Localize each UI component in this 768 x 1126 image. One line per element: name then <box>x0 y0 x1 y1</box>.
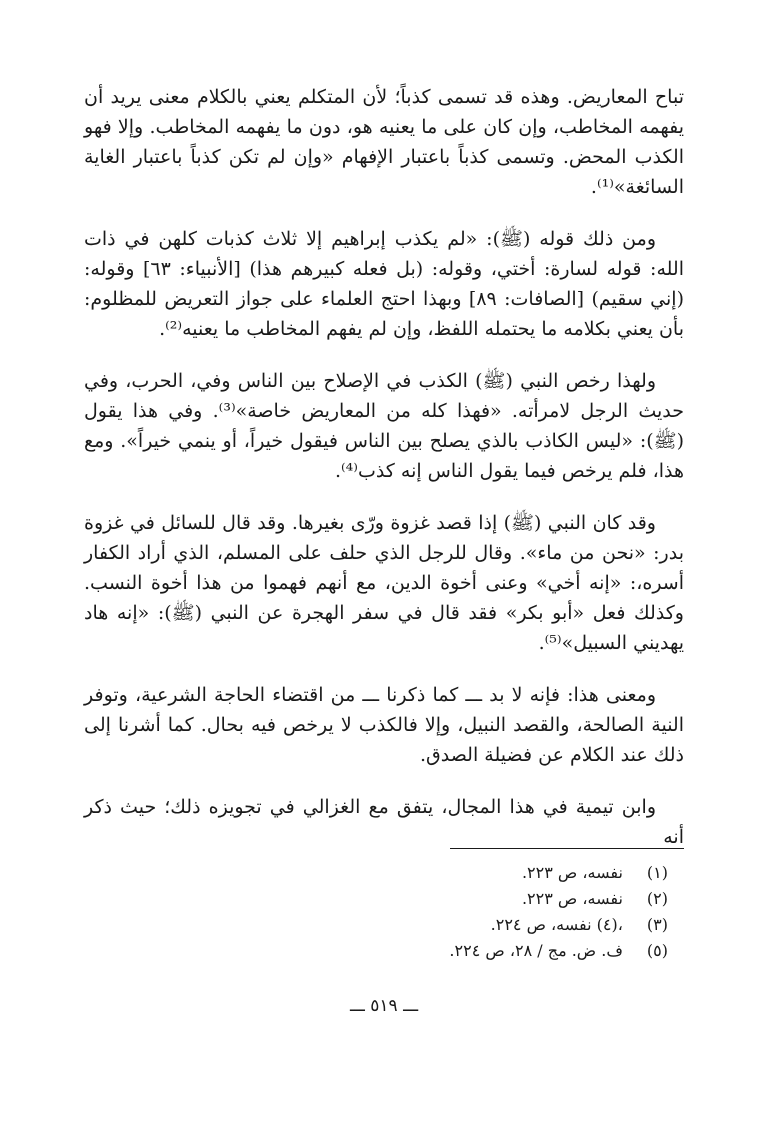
paragraph: ومن ذلك قوله (ﷺ): «لم يكذب إبراهيم إلا ثلاث كذبات كلهن في ذات الله: قوله لسارة: أختي، وقوله: (بل فعله كبيرهم هذا) [الأنبياء: ٦٣] وقوله: (إني سقيم) [الصافات: ٨٩] وبهذا احتج العلماء على جواز التعريض للمظلوم: بأن يعني بكلامه ما يحتمله اللفظ، وإن لم يفهم المخاطب ما يعنيه⁽²⁾. <box>84 228 684 340</box>
footnote-text: نفسه، ص ٢٢٣. <box>521 889 623 908</box>
paragraph: ومعنى هذا: فإنه لا بد ـــ كما ذكرنا ـــ من اقتضاء الحاجة الشرعية، وتوفر النية الصالحة، والقصد النبيل، وإلا فالكذب لا يرخص فيه بحال. كما أشرنا إلى ذلك عند الكلام عن فضيلة الصدق. <box>84 684 684 766</box>
main-text <box>84 82 684 852</box>
footnote <box>248 860 668 886</box>
footnote <box>248 938 668 964</box>
footnote-text: ف. ض. مج / ٢٨، ص ٢٢٤. <box>449 941 623 960</box>
footnote <box>248 886 668 912</box>
footnote-text: ،(٤) نفسه، ص ٢٢٤. <box>490 915 623 934</box>
paragraph: ولهذا رخص النبي (ﷺ) الكذب في الإصلاح بين الناس وفي، الحرب، وفي حديث الرجل لامرأته. «فهذا كله من المعاريض خاصة»⁽³⁾. وفي هذا يقول (ﷺ): «ليس الكاذب بالذي يصلح بين الناس فيقول خيراً، أو ينمي خيراً». ومع هذا، فلم يرخص فيما يقول الناس إنه كذب⁽⁴⁾. <box>84 370 685 482</box>
footnote-number: (٣) <box>646 915 668 934</box>
footnotes <box>248 860 668 964</box>
footnote-number: (١) <box>646 863 668 882</box>
paragraph: وقد كان النبي (ﷺ) إذا قصد غزوة ورّى بغيرها. وقد قال للسائل في غزوة بدر: «نحن من ماء». وقال للرجل الذي حلف على المسلم، الذي أراد الكفار أسره،: «إنه أخي» وعنى أخوة الدين، مع أنهم فهموا من هذا أخوة النسب. وكذلك فعل «أبو بكر» فقد قال في سفر الهجرة عن النبي (ﷺ): «إنه هاد يهديني السبيل»⁽⁵⁾. <box>84 512 684 654</box>
paragraph: وابن تيمية في هذا المجال، يتفق مع الغزالي في تجويزه ذلك؛ حيث ذكر أنه <box>84 796 684 848</box>
paragraph: تباح المعاريض. وهذه قد تسمى كذباً؛ لأن المتكلم يعني بالكلام معنى يريد أن يفهمه المخاطب، وإن كان على ما يعنيه هو، دون ما يفهمه المخاطب. وإلا فهو الكذب المحض. وتسمى كذباً باعتبار الإفهام «وإن لم تكن كذباً باعتبار الغاية السائغة»⁽¹⁾. <box>84 86 684 198</box>
footnote-text: نفسه، ص ٢٢٣. <box>521 863 623 882</box>
footnote-separator <box>450 848 684 849</box>
footnote <box>248 912 668 938</box>
page-number: ـــ ٥١٩ ـــ <box>349 996 419 1016</box>
footnote-number: (٥) <box>646 941 668 960</box>
footnote-number: (٢) <box>646 889 668 908</box>
